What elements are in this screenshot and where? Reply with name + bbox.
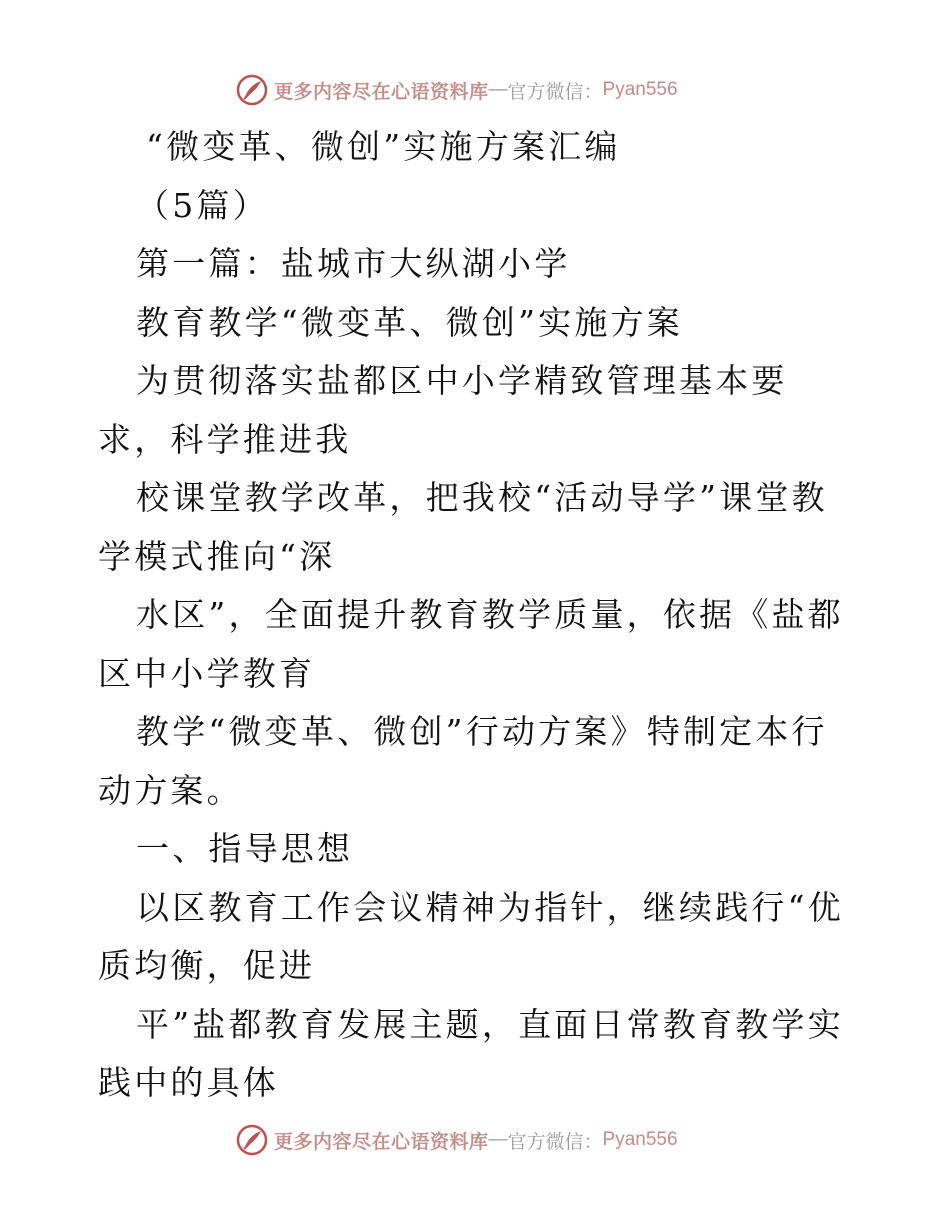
watermark-label: 官方微信： [507, 80, 603, 103]
section-heading: 一、指导思想 [136, 829, 354, 868]
section-heading: 第一篇：盐城市大纵湖小学 [136, 244, 571, 283]
document-body [98, 118, 858, 1113]
footer-watermark [236, 1122, 678, 1158]
document-title: “微变革、微创”实施方案汇编 [146, 127, 621, 166]
watermark-account: Pyan556 [602, 1129, 678, 1150]
header-watermark [236, 72, 678, 108]
watermark-brand: 更多内容尽在心语资料库 [274, 80, 489, 103]
paragraph: 教学“微变革、微创”行动方案》特制定本行动方案。 [98, 712, 828, 810]
paragraph: 水区”，全面提升教育教学质量，依据《盐都区中小学教育 [98, 595, 844, 693]
watermark-dash: — [488, 1129, 508, 1150]
quill-logo-icon [236, 1124, 268, 1156]
paragraph: 校课堂教学改革，把我校“活动导学”课堂教学模式推向“深 [98, 478, 828, 576]
document-subtitle: （5篇） [136, 185, 269, 225]
paragraph: 以区教育工作会议精神为指针，继续践行“优质均衡，促进 [98, 887, 844, 985]
section-subheading: 教育教学“微变革、微创”实施方案 [136, 302, 683, 342]
paragraph: 平”盐都教育发展主题，直面日常教育教学实践中的具体 [98, 1004, 844, 1102]
watermark-account: Pyan556 [602, 79, 678, 100]
watermark-dash: — [488, 79, 508, 100]
paragraph: 为贯彻落实盐都区中小学精致管理基本要求，科学推进我 [98, 361, 788, 459]
watermark-brand: 更多内容尽在心语资料库 [274, 1130, 489, 1153]
quill-logo-icon [236, 74, 268, 106]
watermark-label: 官方微信： [507, 1130, 603, 1153]
